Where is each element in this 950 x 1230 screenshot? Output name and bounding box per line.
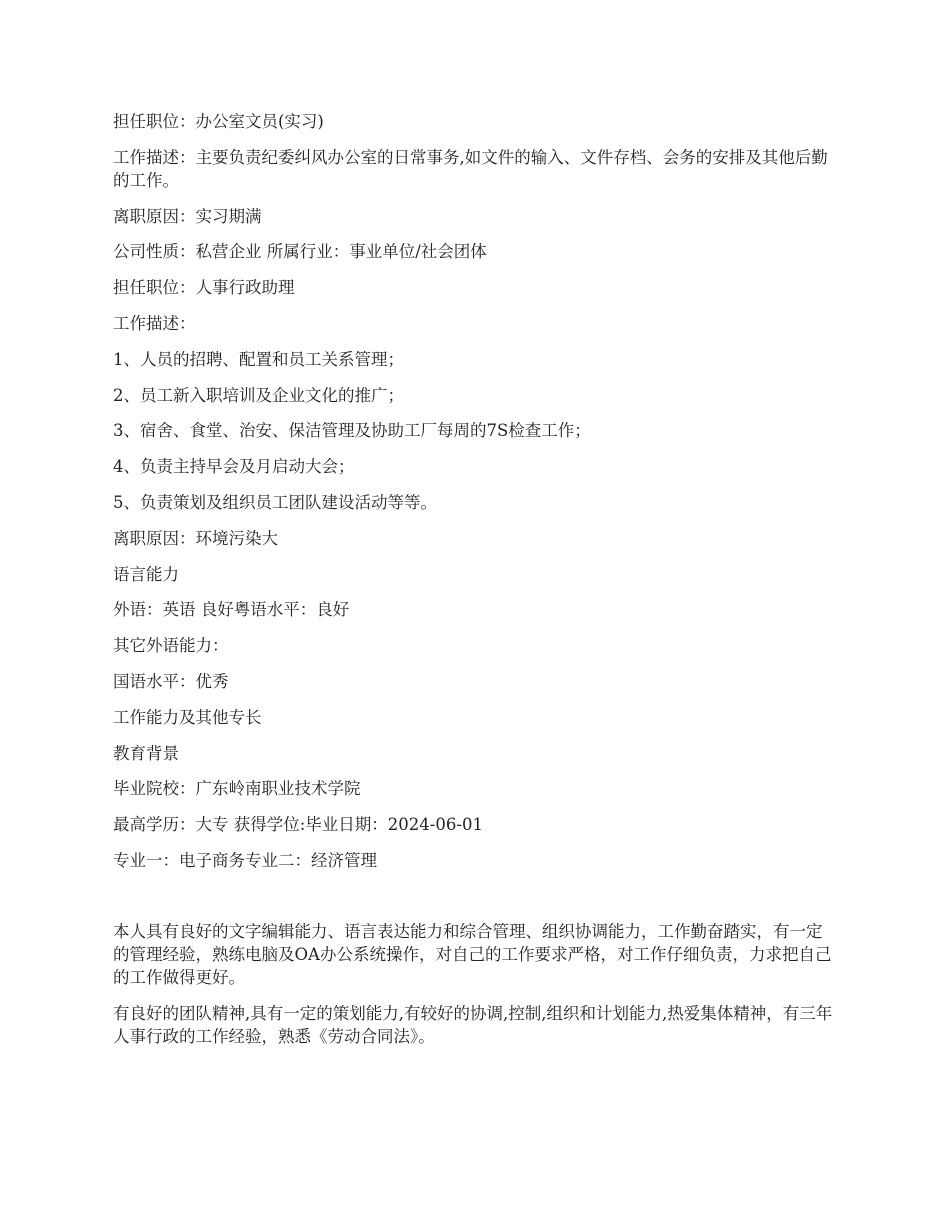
job-description-label: 工作描述： — [113, 313, 196, 333]
education-line: 专业一：电子商务专业二：经济管理 — [113, 850, 377, 870]
education-line: 毕业院校：广东岭南职业技术学院 — [113, 779, 361, 799]
language-line: 外语：英语 良好粤语水平：良好 — [113, 600, 350, 620]
duty-item: 2、员工新入职培训及企业文化的推广； — [113, 385, 404, 405]
duty-item: 1、人员的招聘、配置和员工关系管理； — [113, 349, 404, 369]
leave-reason-line: 离职原因：环境污染大 — [113, 528, 278, 548]
section-heading-education: 教育背景 — [113, 743, 179, 763]
duty-item: 3、宿舍、食堂、治安、保洁管理及协助工厂每周的7S检查工作； — [113, 421, 591, 441]
position-line: 担任职位：人事行政助理 — [113, 278, 295, 298]
position-line: 担任职位：办公室文员(实习) — [113, 112, 324, 131]
leave-reason-line: 离职原因：实习期满 — [113, 206, 262, 226]
section-heading-language: 语言能力 — [113, 564, 179, 584]
self-evaluation-paragraph: 有良好的团队精神,具有一定的策划能力,有较好的协调,控制,组织和计划能力,热爱集体精神，有三年人事行政的工作经验，熟悉《劳动合同法》。 — [113, 1003, 833, 1046]
duty-item: 5、负责策划及组织员工团队建设活动等等。 — [113, 492, 437, 512]
section-heading-skills: 工作能力及其他专长 — [113, 707, 262, 727]
language-line: 国语水平：优秀 — [113, 671, 229, 691]
resume-page — [113, 110, 835, 1060]
duty-item: 4、负责主持早会及月启动大会； — [113, 457, 355, 477]
company-nature-line: 公司性质：私营企业 所属行业：事业单位/社会团体 — [113, 242, 487, 262]
section-spacer — [113, 885, 835, 920]
job-description-line: 工作描述：主要负责纪委纠风办公室的日常事务,如文件的输入、文件存档、会务的安排及其他后勤的工作。 — [113, 147, 828, 190]
language-line: 其它外语能力： — [113, 636, 229, 656]
education-line: 最高学历：大专 获得学位:毕业日期：2024-06-01 — [113, 815, 483, 835]
self-evaluation-paragraph: 本人具有良好的文字编辑能力、语言表达能力和综合管理、组织协调能力，工作勤奋踏实，有一定的管理经验，熟练电脑及OA办公系统操作，对自己的工作要求严格，对工作仔细负责，力求把自己的工作做得更好。 — [113, 921, 832, 987]
